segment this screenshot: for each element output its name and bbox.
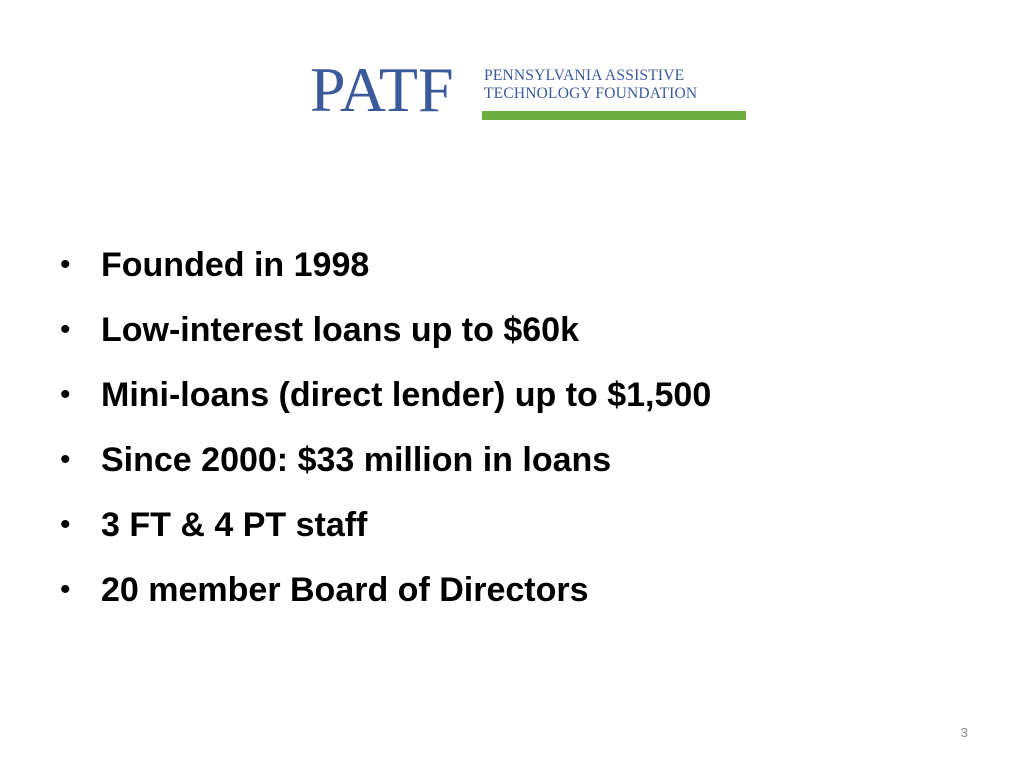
- bullet-item: [60, 303, 711, 368]
- bullet-dot: •: [60, 378, 71, 411]
- bullet-item: [60, 238, 711, 303]
- logo-organization-name: [484, 67, 697, 103]
- bullet-text: 3 FT & 4 PT staff: [101, 506, 368, 544]
- bullet-text: Mini-loans (direct lender) up to $1,500: [101, 376, 712, 414]
- bullet-list: [60, 238, 711, 628]
- bullet-item: [60, 563, 711, 628]
- bullet-item: [60, 433, 711, 498]
- logo-green-rule: [482, 111, 746, 120]
- bullet-item: [60, 368, 711, 433]
- patf-logo: [310, 54, 746, 125]
- bullet-text: Since 2000: $33 million in loans: [101, 441, 612, 479]
- bullet-dot: •: [60, 248, 71, 281]
- logo-name-line-2: TECHNOLOGY FOUNDATION: [484, 85, 698, 102]
- logo-mark: PATF: [310, 54, 454, 125]
- bullet-dot: •: [60, 443, 71, 476]
- bullet-text: 20 member Board of Directors: [101, 571, 589, 609]
- logo-name-line-1: PENNSYLVANIA ASSISTIVE: [484, 67, 685, 84]
- bullet-dot: •: [60, 508, 71, 541]
- slide-number: 3: [960, 725, 968, 740]
- bullet-text: Low-interest loans up to $60k: [101, 311, 579, 349]
- bullet-dot: •: [60, 573, 71, 606]
- bullet-text: Founded in 1998: [101, 246, 370, 284]
- bullet-dot: •: [60, 313, 71, 346]
- bullet-item: [60, 498, 711, 563]
